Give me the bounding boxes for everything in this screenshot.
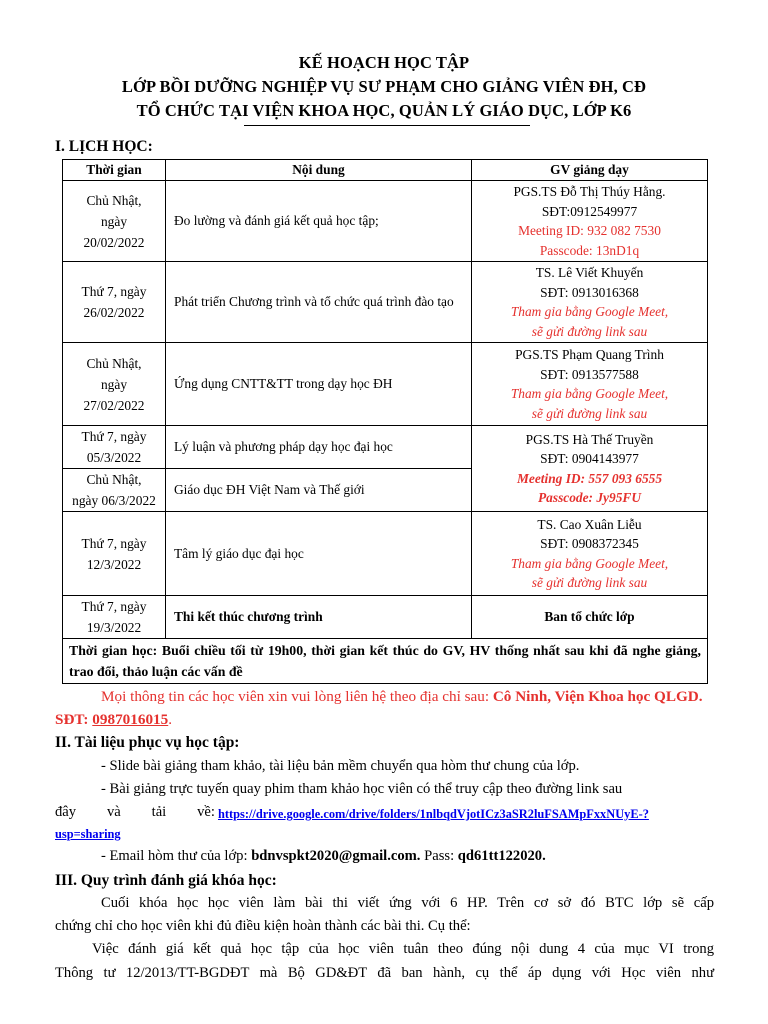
title-line-3: TỔ CHỨC TẠI VIỆN KHOA HỌC, QUẢN LÝ GIÁO DỤC, LỚP K6: [136, 101, 632, 120]
row-teacher: [472, 262, 708, 343]
meet-note: sẽ gửi đường link sau: [531, 323, 648, 339]
drive-link[interactable]: https://drive.google.com/drive/folders/1nlbqdVjotICz3aSR2luFSAMpFxxNUyE-?: [218, 807, 649, 821]
header-content: Nội dung: [166, 160, 472, 181]
teacher-name: PGS.TS Hà Thế Truyền: [525, 431, 654, 447]
class-email-line: - Email hòm thư của lớp: bdnvspkt2020@gmail.com. Pass: qd61tt122020.: [101, 848, 546, 864]
meeting-id: Meeting ID: 557 093 6555: [516, 470, 663, 486]
row-time: Thứ 7, ngày 19/3/2022: [63, 596, 166, 639]
teacher-name: PGS.TS Đỗ Thị Thúy Hằng.: [513, 184, 666, 199]
title-line-1: KẾ HOẠCH HỌC TẬP: [298, 53, 470, 72]
title-line-2: LỚP BỒI DƯỠNG NGHIỆP VỤ SƯ PHẠM CHO GIẢNG VIÊN ĐH, CĐ: [121, 77, 647, 96]
row-time: Thứ 7, ngày 12/3/2022: [63, 512, 166, 596]
drive-link-continued[interactable]: usp=sharing: [55, 827, 121, 841]
teacher-phone: SĐT: 0913016368: [540, 284, 639, 300]
table-note-row: [63, 639, 708, 684]
material-item-slides: - Slide bài giảng tham khảo, tài liệu bản mềm chuyển qua hòm thư chung của lớp.: [101, 758, 580, 774]
meeting-id: Meeting ID: 932 082 7530: [518, 223, 661, 238]
row-content: Giáo dục ĐH Việt Nam và Thế giới: [166, 469, 472, 512]
schedule-table: [62, 159, 708, 684]
row-teacher: Ban tổ chức lớp: [472, 596, 708, 639]
teacher-name: PGS.TS Phạm Quang Trình: [515, 347, 664, 362]
meet-note: Tham gia bằng Google Meet,: [510, 555, 669, 571]
contact-phone: 0987016015: [92, 711, 169, 728]
teacher-phone: SĐT:0912549977: [541, 203, 638, 219]
meet-note: Tham gia bằng Google Meet,: [510, 304, 669, 319]
meeting-passcode: Passcode: 13nD1q: [539, 242, 640, 258]
row-time: Thứ 7, ngày 26/02/2022: [63, 262, 166, 343]
row-content: Lý luận và phương pháp dạy học đại học: [166, 426, 472, 469]
row-teacher: [472, 512, 708, 596]
teacher-name: TS. Lê Viết Khuyến: [535, 265, 644, 280]
row-time: Chủ Nhật, ngày 20/02/2022: [63, 181, 166, 262]
section-2-heading: II. Tài liệu phục vụ học tập:: [55, 734, 240, 751]
contact-name: Cô Ninh, Viện Khoa học QLGD. SĐT:: [55, 688, 703, 728]
section-3-heading: III. Quy trình đánh giá khóa học:: [55, 872, 277, 889]
download-label: đây và tải về:: [55, 804, 215, 820]
teacher-phone: SĐT: 0904143977: [540, 451, 639, 466]
row-content: Đo lường và đánh giá kết quả học tập;: [166, 181, 472, 262]
table-row: [63, 512, 708, 596]
row-content: Phát triển Chương trình và tổ chức quá trình đào tạo: [166, 262, 472, 343]
row-teacher: [472, 343, 708, 426]
meet-note: sẽ gửi đường link sau: [531, 575, 648, 590]
teacher-name: TS. Cao Xuân Liễu: [537, 516, 642, 532]
header-teacher: GV giảng dạy: [472, 160, 708, 181]
table-row: [63, 426, 708, 469]
material-item-videos: - Bài giảng trực tuyến quay phim tham khảo học viên có thể truy cập theo đường link sau: [101, 781, 623, 797]
contact-suffix: .: [168, 711, 173, 728]
contact-paragraph: [55, 685, 715, 731]
schedule-note: Thời gian học: Buổi chiều tối từ 19h00, thời gian kết thúc do GV, HV thống nhất sau khi đã nghe giảng, trao đổi, thảo luận các vấn đề: [63, 639, 708, 684]
eval-paragraph-2-line-2: Thông tư 12/2013/TT-BGDĐT mà Bộ GD&ĐT đã ban hành, cụ thể áp dụng với Học viên như: [55, 965, 714, 981]
meet-note: Tham gia bằng Google Meet,: [510, 386, 669, 401]
eval-paragraph-1-line-2: chứng chỉ cho học viên khi đủ điều kiện hoàn thành các bài thi. Cụ thể:: [55, 918, 471, 934]
row-content: Ứng dụng CNTT&TT trong dạy học ĐH: [166, 343, 472, 426]
row-time: Thứ 7, ngày 05/3/2022: [63, 426, 166, 469]
table-row: [63, 596, 708, 639]
class-email: bdnvspkt2020@gmail.com.: [251, 848, 421, 864]
meet-note: sẽ gửi đường link sau: [531, 405, 648, 421]
meeting-passcode: Passcode: Jy95FU: [537, 490, 641, 505]
table-row: [63, 343, 708, 426]
header-time: Thời gian: [63, 160, 166, 181]
teacher-phone: SĐT: 0908372345: [540, 536, 639, 551]
eval-paragraph-2-line-1: Việc đánh giá kết quả học tập của học viên tuân theo đúng nội dung 4 của mục VI trong: [92, 941, 714, 957]
row-teacher: [472, 426, 708, 512]
class-email-pass: qd61tt122020.: [457, 848, 546, 864]
row-content: Thi kết thúc chương trình: [166, 596, 472, 639]
section-1-heading: I. LỊCH HỌC:: [55, 138, 153, 155]
contact-prefix: Mọi thông tin các học viên xin vui lòng liên hệ theo địa chỉ sau:: [101, 688, 493, 705]
row-time: Chủ Nhật, ngày 27/02/2022: [63, 343, 166, 426]
table-row: [63, 181, 708, 262]
title-underline: [244, 125, 530, 126]
row-teacher: [472, 181, 708, 262]
teacher-phone: SĐT: 0913577588: [540, 366, 639, 382]
row-time: Chủ Nhật, ngày 06/3/2022: [63, 469, 166, 512]
table-header-row: [63, 160, 708, 181]
row-content: Tâm lý giáo dục đại học: [166, 512, 472, 596]
eval-paragraph-1-line-1: Cuối khóa học học viên làm bài thi viết ứng với 6 HP. Trên cơ sở đó BTC lớp sẽ cấp: [101, 895, 714, 911]
table-row: [63, 262, 708, 343]
